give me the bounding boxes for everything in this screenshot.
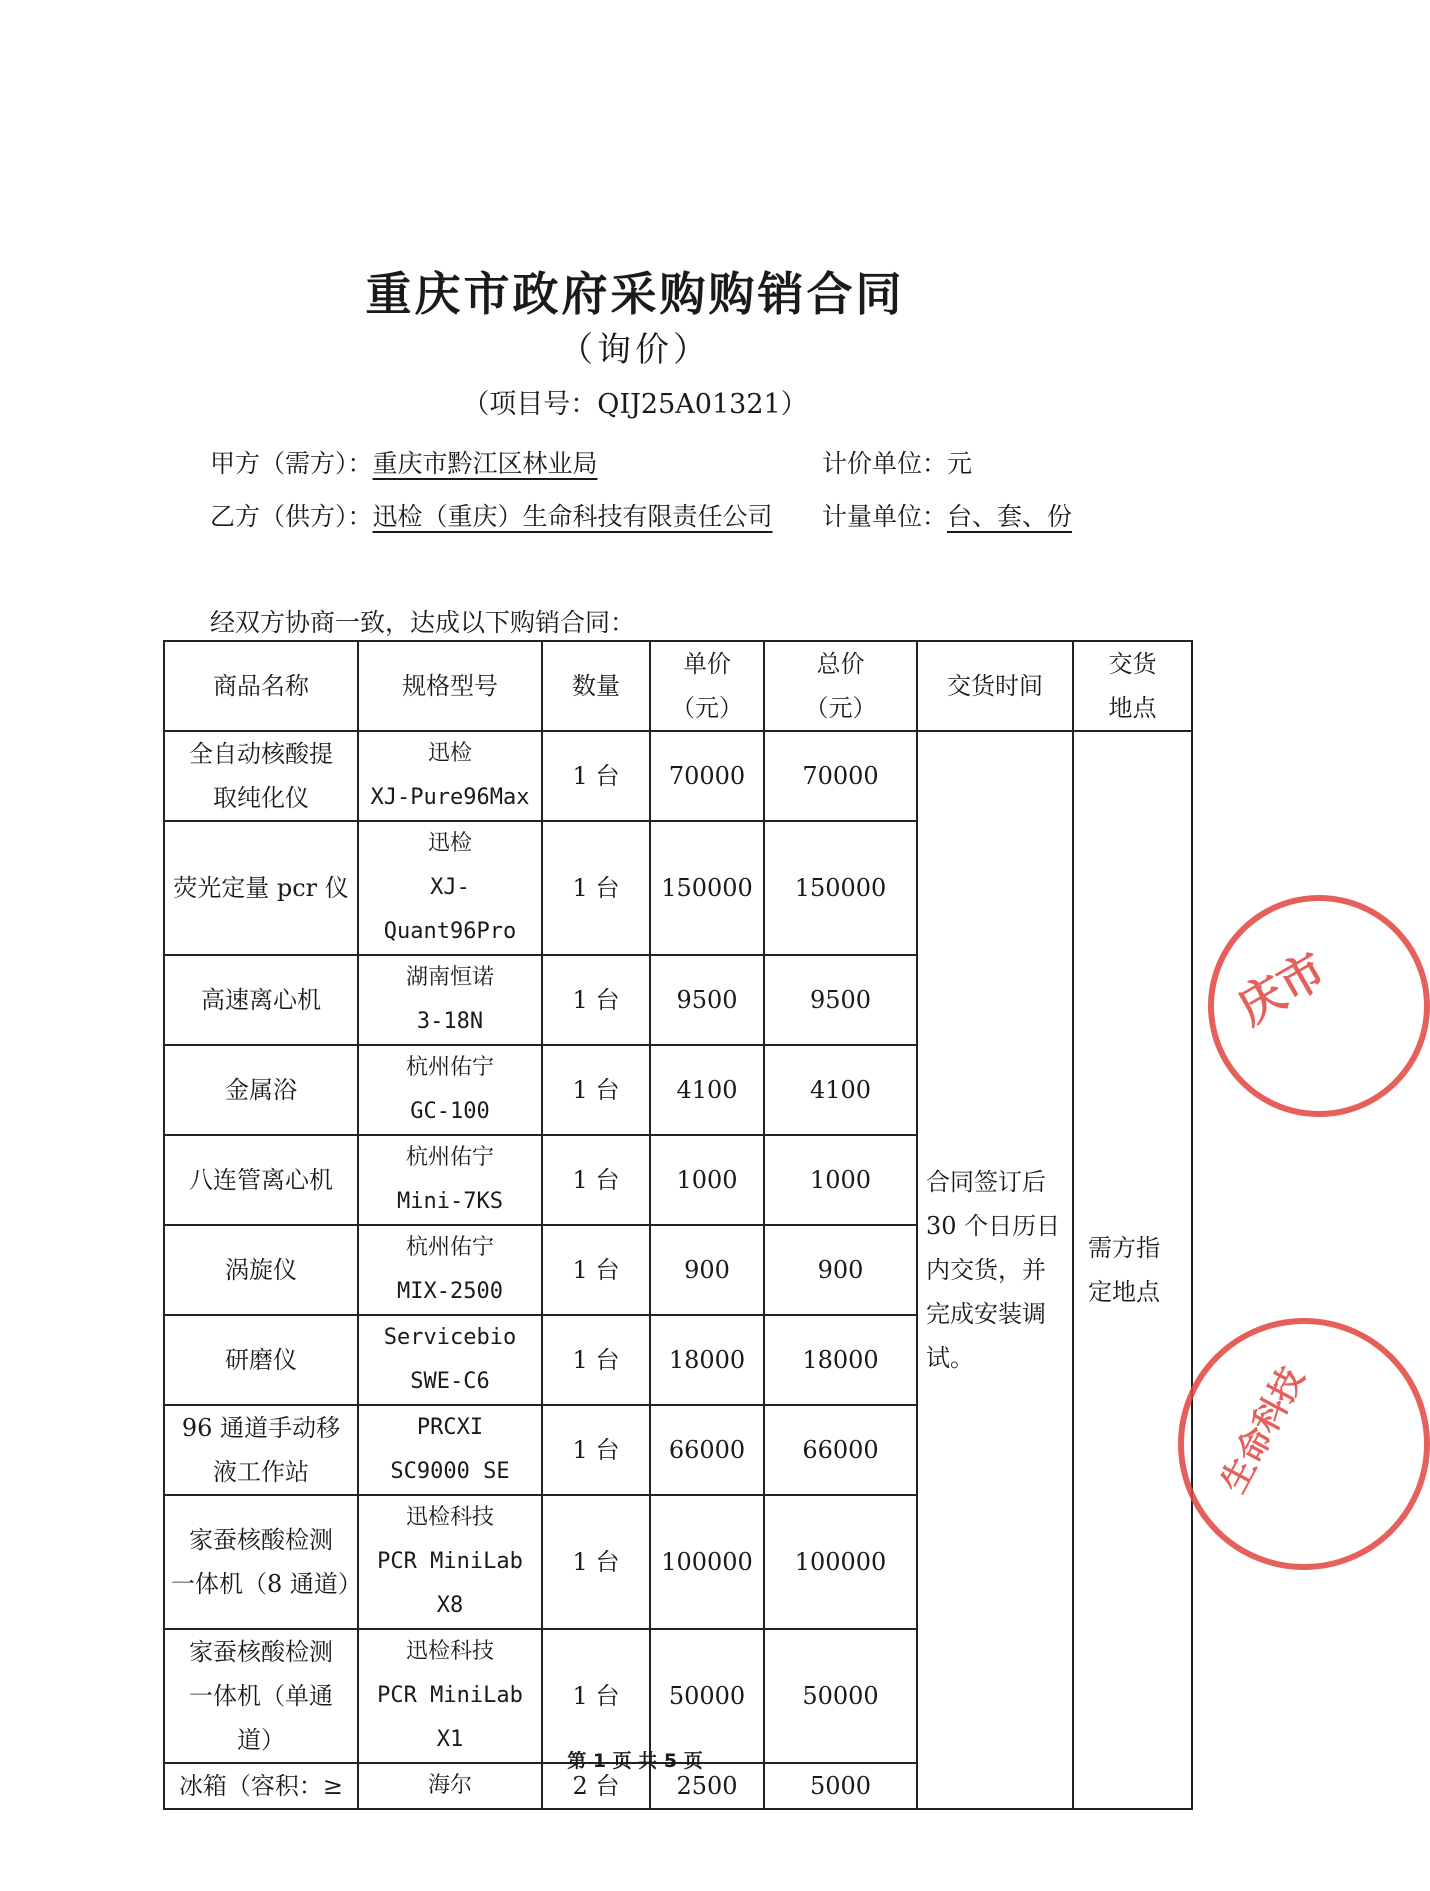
project-number: （项目号：QIJ25A01321） [462, 389, 808, 420]
cell-name [164, 1495, 362, 1629]
item-spec-line: 迅检科技 [405, 1639, 494, 1664]
item-name-line: 高速离心机 [201, 986, 321, 1014]
item-spec-line: PRCXI [416, 1415, 484, 1440]
party-b-label: 乙方（供方）： [210, 502, 373, 531]
delivery-time-line: 内交货，并 [926, 1256, 1046, 1284]
cell-name [164, 821, 358, 955]
cell-total: 1000 [764, 1135, 917, 1225]
item-name-line: 全自动核酸提 [189, 740, 333, 768]
delivery-place-line: 定地点 [1088, 1278, 1160, 1306]
cell-total: 18000 [764, 1315, 917, 1405]
item-name-line: 涡旋仪 [225, 1256, 297, 1284]
cell-total: 100000 [764, 1495, 917, 1629]
item-spec-line: 迅检 [427, 741, 472, 766]
cell-unit-price: 66000 [650, 1405, 764, 1495]
item-spec-line: SWE-C6 [410, 1369, 490, 1394]
cell-qty: 1 台 [542, 955, 650, 1045]
cell-total: 50000 [764, 1629, 917, 1763]
cell-unit-price: 50000 [650, 1629, 764, 1763]
cell-qty: 1 台 [542, 1495, 650, 1629]
price-unit [822, 444, 972, 480]
cell-qty: 1 台 [542, 1225, 650, 1315]
measure-unit [822, 497, 1072, 533]
delivery-time-line: 30 个日历日 [926, 1212, 1061, 1240]
party-a-value: 重庆市黔江区林业局 [372, 449, 598, 478]
cell-qty: 1 台 [542, 1629, 650, 1763]
item-spec-line: XJ-Pure96Max [370, 785, 530, 810]
item-spec-line: 海尔 [427, 1773, 472, 1798]
cell-name [164, 1045, 358, 1135]
item-name-line: 荧光定量 pcr 仪 [173, 874, 349, 902]
header-total-line1: 总价 [816, 650, 865, 678]
item-spec-line: Servicebio [383, 1325, 517, 1350]
item-name-line: 96 通道手动移 [181, 1414, 341, 1442]
cell-unit-price: 4100 [650, 1045, 764, 1135]
item-spec-line: Mini-7KS [397, 1189, 503, 1214]
cell-name [164, 955, 358, 1045]
item-name-line: 液工作站 [213, 1458, 309, 1486]
cell-unit-price: 2500 [650, 1763, 764, 1809]
item-name-line: 八连管离心机 [189, 1166, 333, 1194]
item-name-line: 一体机（单通 [189, 1682, 333, 1710]
table-header-row [164, 641, 1192, 731]
header-delivery-time: 交货时间 [917, 641, 1073, 731]
item-spec-line: XJ-Quant96Pro [383, 875, 517, 944]
item-name-line: 研磨仪 [225, 1346, 297, 1374]
header-delivery-place-line2: 地点 [1108, 694, 1157, 722]
document-subtitle: （询价） [559, 330, 711, 370]
measure-unit-label: 计量单位： [822, 502, 948, 531]
item-spec-line: 3-18N [416, 1009, 484, 1034]
item-name-line: 家蚕核酸检测 [189, 1526, 333, 1554]
table-row [164, 731, 1192, 821]
measure-unit-value: 台、套、份 [947, 502, 1073, 531]
cell-total: 900 [764, 1225, 917, 1315]
item-name-line: 一体机（8 通道） [171, 1570, 362, 1598]
party-a-label: 甲方（需方）： [210, 449, 373, 478]
item-spec-line: 迅检科技 [405, 1505, 494, 1530]
delivery-time-line: 合同签订后 [926, 1168, 1046, 1196]
cell-unit-price: 150000 [650, 821, 764, 955]
item-name-line: 道） [237, 1726, 285, 1754]
item-name-line: 取纯化仪 [213, 784, 309, 812]
cell-qty: 1 台 [542, 1135, 650, 1225]
item-spec-line: GC-100 [410, 1099, 490, 1124]
delivery-time-line: 完成安装调 [926, 1300, 1046, 1328]
item-spec-line: 杭州佑宁 [405, 1235, 494, 1260]
cell-spec [358, 1045, 542, 1135]
price-unit-value: 元 [947, 449, 973, 478]
cell-name [164, 1629, 358, 1763]
page-footer: 第 1 页 共 5 页 [567, 1750, 703, 1772]
cell-name [164, 731, 358, 821]
item-spec-line: MIX-2500 [397, 1279, 503, 1304]
cell-unit-price: 900 [650, 1225, 764, 1315]
cell-spec [358, 731, 542, 821]
cell-name [164, 1225, 358, 1315]
cell-qty: 1 台 [542, 1315, 650, 1405]
item-name-line: 冰箱（容积：≥ [178, 1772, 344, 1800]
price-unit-label: 计价单位： [822, 449, 948, 478]
cell-total: 5000 [764, 1763, 917, 1809]
cell-spec [358, 1495, 542, 1629]
item-name-line: 家蚕核酸检测 [189, 1638, 333, 1666]
document-title: 重庆市政府采购购销合同 [365, 267, 905, 321]
header-total [764, 641, 917, 731]
cell-spec [358, 1629, 542, 1763]
red-seal-bottom: 生命科技 [1178, 1318, 1430, 1570]
header-delivery-place [1073, 641, 1192, 731]
header-unit-price [650, 641, 764, 731]
cell-qty: 1 台 [542, 1405, 650, 1495]
delivery-time-line: 试。 [926, 1344, 974, 1372]
cell-name [164, 1135, 358, 1225]
delivery-place-line: 需方指 [1088, 1234, 1160, 1262]
item-spec-line: PCR MiniLab X8 [377, 1549, 523, 1618]
cell-qty: 1 台 [542, 731, 650, 821]
header-unit-price-line1: 单价 [683, 650, 731, 678]
cell-unit-price: 100000 [650, 1495, 764, 1629]
header-name: 商品名称 [164, 641, 358, 731]
cell-unit-price: 1000 [650, 1135, 764, 1225]
cell-unit-price: 9500 [650, 955, 764, 1045]
cell-total: 4100 [764, 1045, 917, 1135]
item-spec-line: 湖南恒诺 [405, 965, 494, 990]
cell-unit-price: 18000 [650, 1315, 764, 1405]
header-unit-price-line2: （元） [671, 694, 743, 722]
cell-spec [358, 1405, 542, 1495]
party-b-value: 迅检（重庆）生命科技有限责任公司 [372, 502, 773, 531]
header-qty: 数量 [542, 641, 650, 731]
party-a [210, 444, 598, 480]
party-b [210, 497, 773, 533]
item-spec-line: 杭州佑宁 [405, 1055, 494, 1080]
cell-spec [358, 1315, 542, 1405]
cell-total: 150000 [764, 821, 917, 955]
cell-spec [358, 1225, 542, 1315]
item-spec-line: SC9000 SE [390, 1459, 510, 1484]
header-delivery-place-line1: 交货 [1108, 650, 1157, 678]
item-spec-line: 迅检 [427, 831, 472, 856]
cell-spec [358, 955, 542, 1045]
cell-delivery-time [917, 731, 1073, 1809]
header-spec: 规格型号 [358, 641, 542, 731]
intro-text: 经双方协商一致，达成以下购销合同： [210, 608, 636, 637]
cell-spec [358, 1135, 542, 1225]
item-spec-line: PCR MiniLab X1 [377, 1683, 523, 1752]
cell-spec [358, 821, 542, 955]
cell-total: 9500 [764, 955, 917, 1045]
red-seal-top: 庆市 [1208, 895, 1430, 1117]
cell-total: 70000 [764, 731, 917, 821]
cell-unit-price: 70000 [650, 731, 764, 821]
cell-qty: 1 台 [542, 821, 650, 955]
cell-delivery-place [1073, 731, 1192, 1809]
cell-qty: 2 台 [542, 1763, 650, 1809]
cell-name [164, 1315, 358, 1405]
item-name-line: 金属浴 [225, 1076, 297, 1104]
cell-total: 66000 [764, 1405, 917, 1495]
header-total-line2: （元） [804, 694, 877, 722]
item-spec-line: 杭州佑宁 [405, 1145, 494, 1170]
cell-name [164, 1405, 358, 1495]
goods-table [163, 640, 1193, 1810]
cell-qty: 1 台 [542, 1045, 650, 1135]
